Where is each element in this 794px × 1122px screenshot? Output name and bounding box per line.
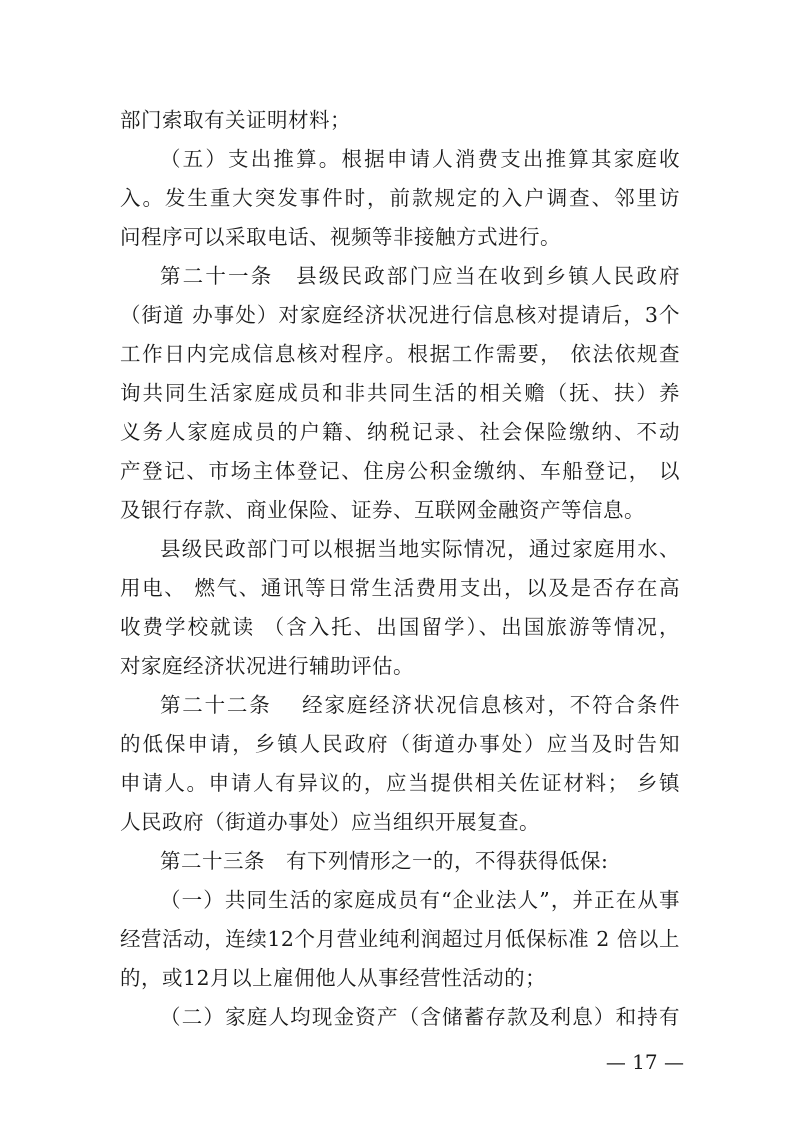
article-heading-line: 第二十三条 有下列情形之一的，不得获得低保: xyxy=(160,849,609,873)
text-line: （二）家庭人均现金资产（含储蓄存款及利息）和持有 xyxy=(160,1005,680,1029)
text-line: 义务人家庭成员的户籍、纳税记录、社会保险缴纳、不动 xyxy=(120,420,680,444)
text-line: 用电、 燃气、通讯等日常生活费用支出，以及是否存在高 xyxy=(120,576,680,600)
text-line: 县级民政部门可以根据当地实际情况，通过家庭用水、 xyxy=(160,537,680,561)
text-line: 产登记、市场主体登记、住房公积金缴纳、车船登记， 以 xyxy=(120,459,680,483)
text-line: 工作日内完成信息核对程序。根据工作需要， 依法依规查 xyxy=(120,342,680,366)
text-line: （街道 办事处）对家庭经济状况进行信息核对提请后，3个 xyxy=(120,303,680,327)
article-heading-line: 第二十二条 经家庭经济状况信息核对，不符合条件 xyxy=(160,693,680,717)
text-line: 对家庭经济状况进行辅助评估。 xyxy=(120,654,414,678)
text-line: 问程序可以采取电话、视频等非接触方式进行。 xyxy=(120,225,561,249)
text-line: 的，或12月以上雇佣他人从事经营性活动的； xyxy=(120,966,547,990)
text-line: 询共同生活家庭成员和非共同生活的相关赡（抚、扶）养 xyxy=(120,381,680,405)
text-line: 经营活动，连续12个月营业纯利润超过月低保标准 2 倍以上 xyxy=(120,927,680,951)
text-line: 的低保申请，乡镇人民政府（街道办事处）应当及时告知 xyxy=(120,732,680,756)
text-line: （一）共同生活的家庭成员有“企业法人”，并正在从事 xyxy=(160,888,680,912)
text-line: 入。发生重大突发事件时，前款规定的入户调查、邻里访 xyxy=(120,186,680,210)
text-line: 部门索取有关证明材料； xyxy=(120,108,351,132)
page-number: — 17 — xyxy=(605,1050,684,1074)
text-line: （五）支出推算。根据申请人消费支出推算其家庭收 xyxy=(160,147,680,171)
text-line: 申请人。申请人有异议的，应当提供相关佐证材料； 乡镇 xyxy=(120,771,680,795)
text-line: 收费学校就读 （含入托、出国留学）、出国旅游等情况， xyxy=(120,615,680,639)
article-heading-line: 第二十一条 县级民政部门应当在收到乡镇人民政府 xyxy=(160,264,680,288)
text-line: 人民政府（街道办事处）应当组织开展复查。 xyxy=(120,810,540,834)
text-line: 及银行存款、商业保险、证券、互联网金融资产等信息。 xyxy=(120,498,645,522)
